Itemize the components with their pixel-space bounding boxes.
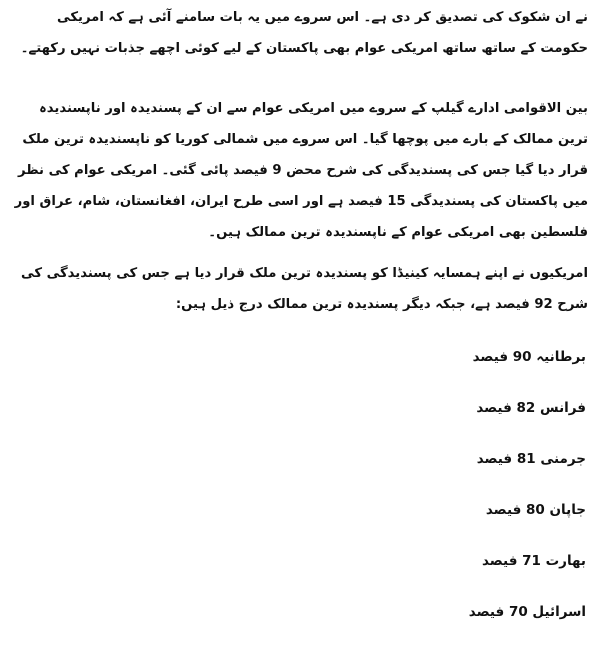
- list-item: بھارت 71 فیصد: [481, 553, 586, 569]
- paragraph-gallup-survey: بین الاقوامی ادارے گیلپ کے سروے میں امریکی عوام سے ان کے پسندیدہ اور ناپسندیدہ ترین ممالک کے بارے میں پوچھا گیا۔ اس سروے میں شمالی کوریا کو ناپسندیدہ ترین ملک قرار دیا گیا جس کی پسندیدگی کی شرح محض 9 فیصد پائی گئی۔ امریکی عوام کی نظر میں پاکستان کی پسندیدگی 15 فیصد ہے اور اسی طرح ایران، افغانستان، شام، عراق اور فلسطین بھی امریکی عوام کے ناپسندیدہ ترین ممالک ہیں۔: [14, 101, 588, 240]
- list-item: جرمنی 81 فیصد: [476, 451, 586, 467]
- paragraph-favorite-countries: امریکیوں نے اپنے ہمسایہ کینیڈا کو پسندیدہ ترین ملک قرار دیا ہے جس کی پسندیدگی کی شرح 92 فیصد ہے، جبکہ دیگر پسندیدہ ترین ممالک درج ذیل ہیں:: [21, 266, 588, 312]
- list-item: اسرائیل 70 فیصد: [468, 604, 586, 620]
- list-item: جاپان 80 فیصد: [485, 502, 586, 518]
- paragraph-survey-intro: نے ان شکوک کی تصدیق کر دی ہے۔ اس سروے میں یہ بات سامنے آئی ہے کہ امریکی حکومت کے ساتھ ساتھ امریکی عوام بھی پاکستان کے لیے کوئی اچھے جذبات نہیں رکھتے۔: [20, 10, 588, 56]
- list-item: برطانیہ 90 فیصد: [472, 349, 586, 365]
- favorite-countries-list: [469, 343, 586, 649]
- list-item: فرانس 82 فیصد: [476, 400, 586, 416]
